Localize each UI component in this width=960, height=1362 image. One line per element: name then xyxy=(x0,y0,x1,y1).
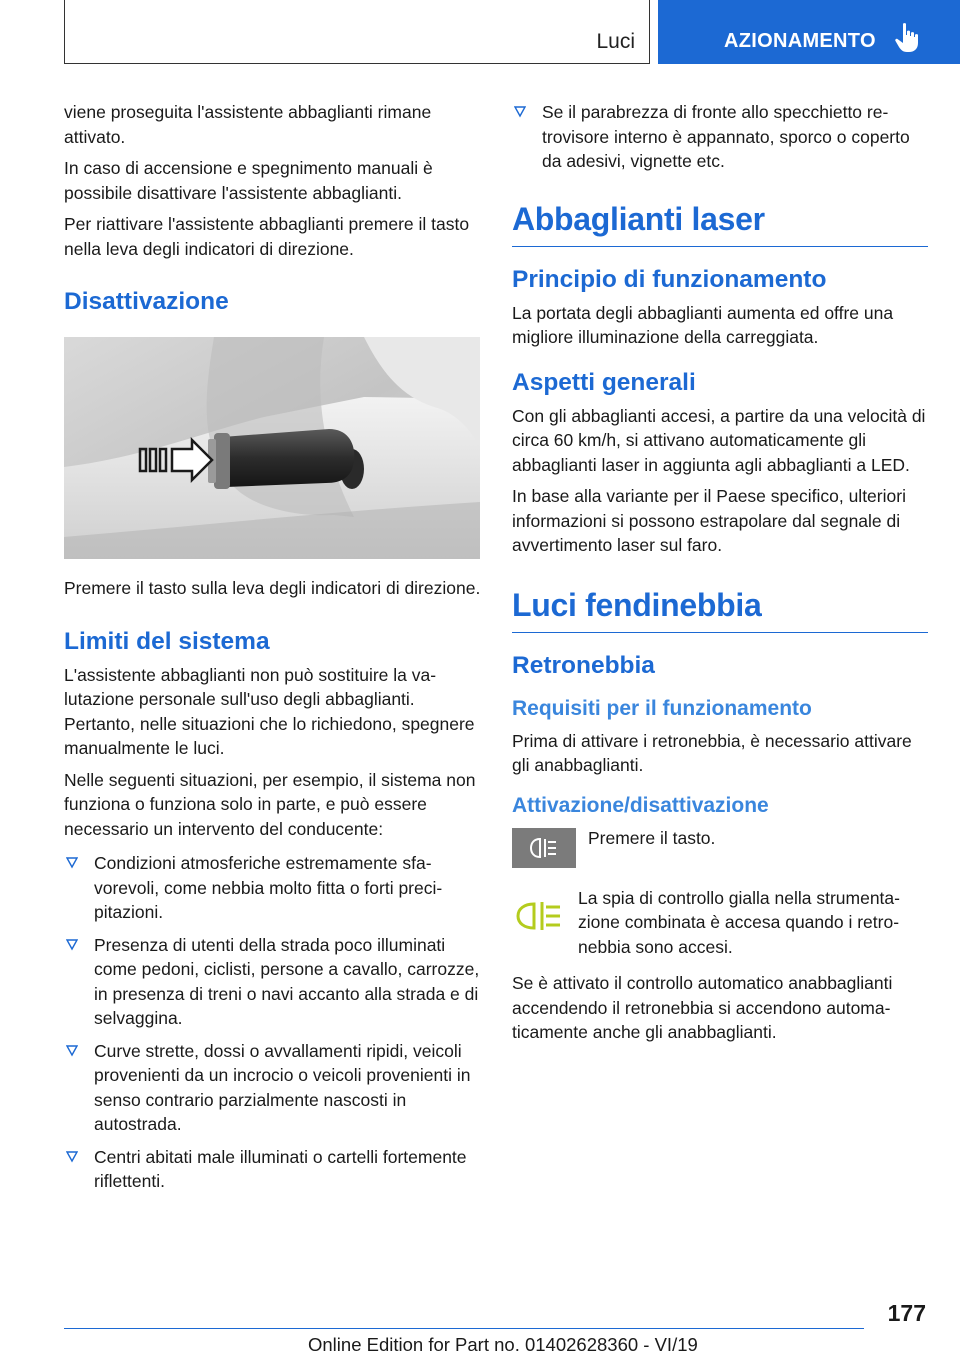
rear-fog-indicator-light-icon xyxy=(512,896,566,936)
paragraph: Con gli abbaglianti accesi, a partire da una velocità di circa 60 km/h, si attivano automaticamente gli abbaglianti laser in aggiunta agli abbaglianti a LED. xyxy=(512,405,926,475)
page-number: 177 xyxy=(887,1300,926,1326)
heading-retronebbia: Retronebbia xyxy=(512,651,655,679)
turn-signal-lever-illustration xyxy=(64,337,480,559)
heading-attivazione: Attivazione/disattivazione xyxy=(512,793,769,817)
paragraph: La portata degli abbaglianti aumenta ed offre una migliore illuminazione della carreggiata. xyxy=(512,302,894,347)
limitations-list xyxy=(64,851,482,1194)
footer-edition: Online Edition for Part no. 01402628360 - VI/19 xyxy=(308,1334,698,1355)
rear-fog-light-button-icon xyxy=(512,828,576,868)
heading-aspetti-generali: Aspetti generali xyxy=(512,368,696,396)
heading-requisiti: Requisiti per il funzionamento xyxy=(512,696,812,720)
list-item xyxy=(64,1039,482,1137)
paragraph: Prima di attivare i retronebbia, è necessario attivare gli anabbaglianti. xyxy=(512,730,912,775)
heading-disattivazione: Disattivazione xyxy=(64,288,229,315)
heading-principio-di-funzionamento: Principio di funzionamento xyxy=(512,265,827,293)
list-item xyxy=(64,1145,482,1194)
paragraph: Nelle seguenti situazioni, per esempio, il sistema non funziona o funziona solo in parte, e può essere necessario un intervento del conducente: xyxy=(64,769,476,839)
footer-divider xyxy=(64,1328,864,1329)
header-chapter-title: AZIONAMENTO xyxy=(724,30,876,52)
list-item xyxy=(64,933,482,1031)
triangle-bullet-icon xyxy=(66,939,78,951)
header-section-box xyxy=(64,0,650,64)
list-item-text: Centri abitati male illuminati o cartelli fortemente riflettenti. xyxy=(94,1146,467,1191)
figure-caption: Premere il tasto sulla leva degli indicatori di direzione. xyxy=(64,578,481,598)
paragraph: Se è attivato il controllo automatico anabbaglianti accendendo il retronebbia si accendono automaticamente anche gli anabbaglianti. xyxy=(512,973,893,1042)
paragraph: Premere il tasto. xyxy=(588,827,716,848)
list-item xyxy=(64,851,482,925)
button-instruction-row xyxy=(512,826,928,874)
triangle-bullet-icon xyxy=(66,1151,78,1163)
paragraph: Per riattivare l'assistente abbaglianti premere il tasto nella leva degli indicatori di direzione. xyxy=(64,214,470,259)
paragraph: L'assistente abbaglianti non può sostituire la valutazione personale sull'uso degli abbaglianti. Pertanto, nelle situazioni che lo richiedono, spegnere manualmente le luci. xyxy=(64,664,475,758)
paragraph: La spia di controllo gialla nella strumentazione combinata è accesa quando i retronebbia sono accesi. xyxy=(578,887,900,957)
indicator-instruction-row xyxy=(512,886,928,960)
list-item-text: Se il parabrezza di fronte allo specchietto retrovisore interno è appannato, sporco o coperto da adesivi, vignette etc. xyxy=(542,102,910,171)
heading-luci-fendinebbia: Luci fendinebbia xyxy=(512,586,928,633)
heading-limiti-del-sistema: Limiti del sistema xyxy=(64,627,270,655)
paragraph: In base alla variante per il Paese specifico, ulteriori informazioni si possono estrapolare dal segnale di avvertimento laser sul faro. xyxy=(512,486,906,555)
list-item-text: Presenza di utenti della strada poco illuminati come pedoni, ciclisti, persone a cavallo, carrozze, in presenza di treni o navi accanto alla strada e di selvaggina. xyxy=(94,934,480,1028)
list-item-text: Curve strette, dossi o avvallamenti ripidi, veicoli provenienti da un incrocio o veicoli provenienti in senso contrario parzialmente nascosti in autostrada. xyxy=(94,1040,471,1134)
left-column xyxy=(64,100,482,1202)
triangle-bullet-icon xyxy=(514,106,526,118)
right-column xyxy=(512,100,928,1052)
paragraph: viene proseguita l'assistente abbaglianti rimane attivato. xyxy=(64,102,432,147)
header-chapter-tab xyxy=(658,0,960,64)
paragraph: In caso di accensione e spegnimento manuali è possibile disattivare l'assistente abbaglianti. xyxy=(64,158,433,203)
header-section-title: Luci xyxy=(596,30,635,53)
hand-pointer-icon xyxy=(894,22,922,54)
heading-abbaglianti-laser: Abbaglianti laser xyxy=(512,200,928,247)
list-item-text: Condizioni atmosferiche estremamente sfavorevoli, come nebbia molto fitta o forti precipitazioni. xyxy=(94,853,443,922)
triangle-bullet-icon xyxy=(66,857,78,869)
limitations-list-continued xyxy=(512,100,928,174)
triangle-bullet-icon xyxy=(66,1045,78,1057)
list-item xyxy=(512,100,928,174)
